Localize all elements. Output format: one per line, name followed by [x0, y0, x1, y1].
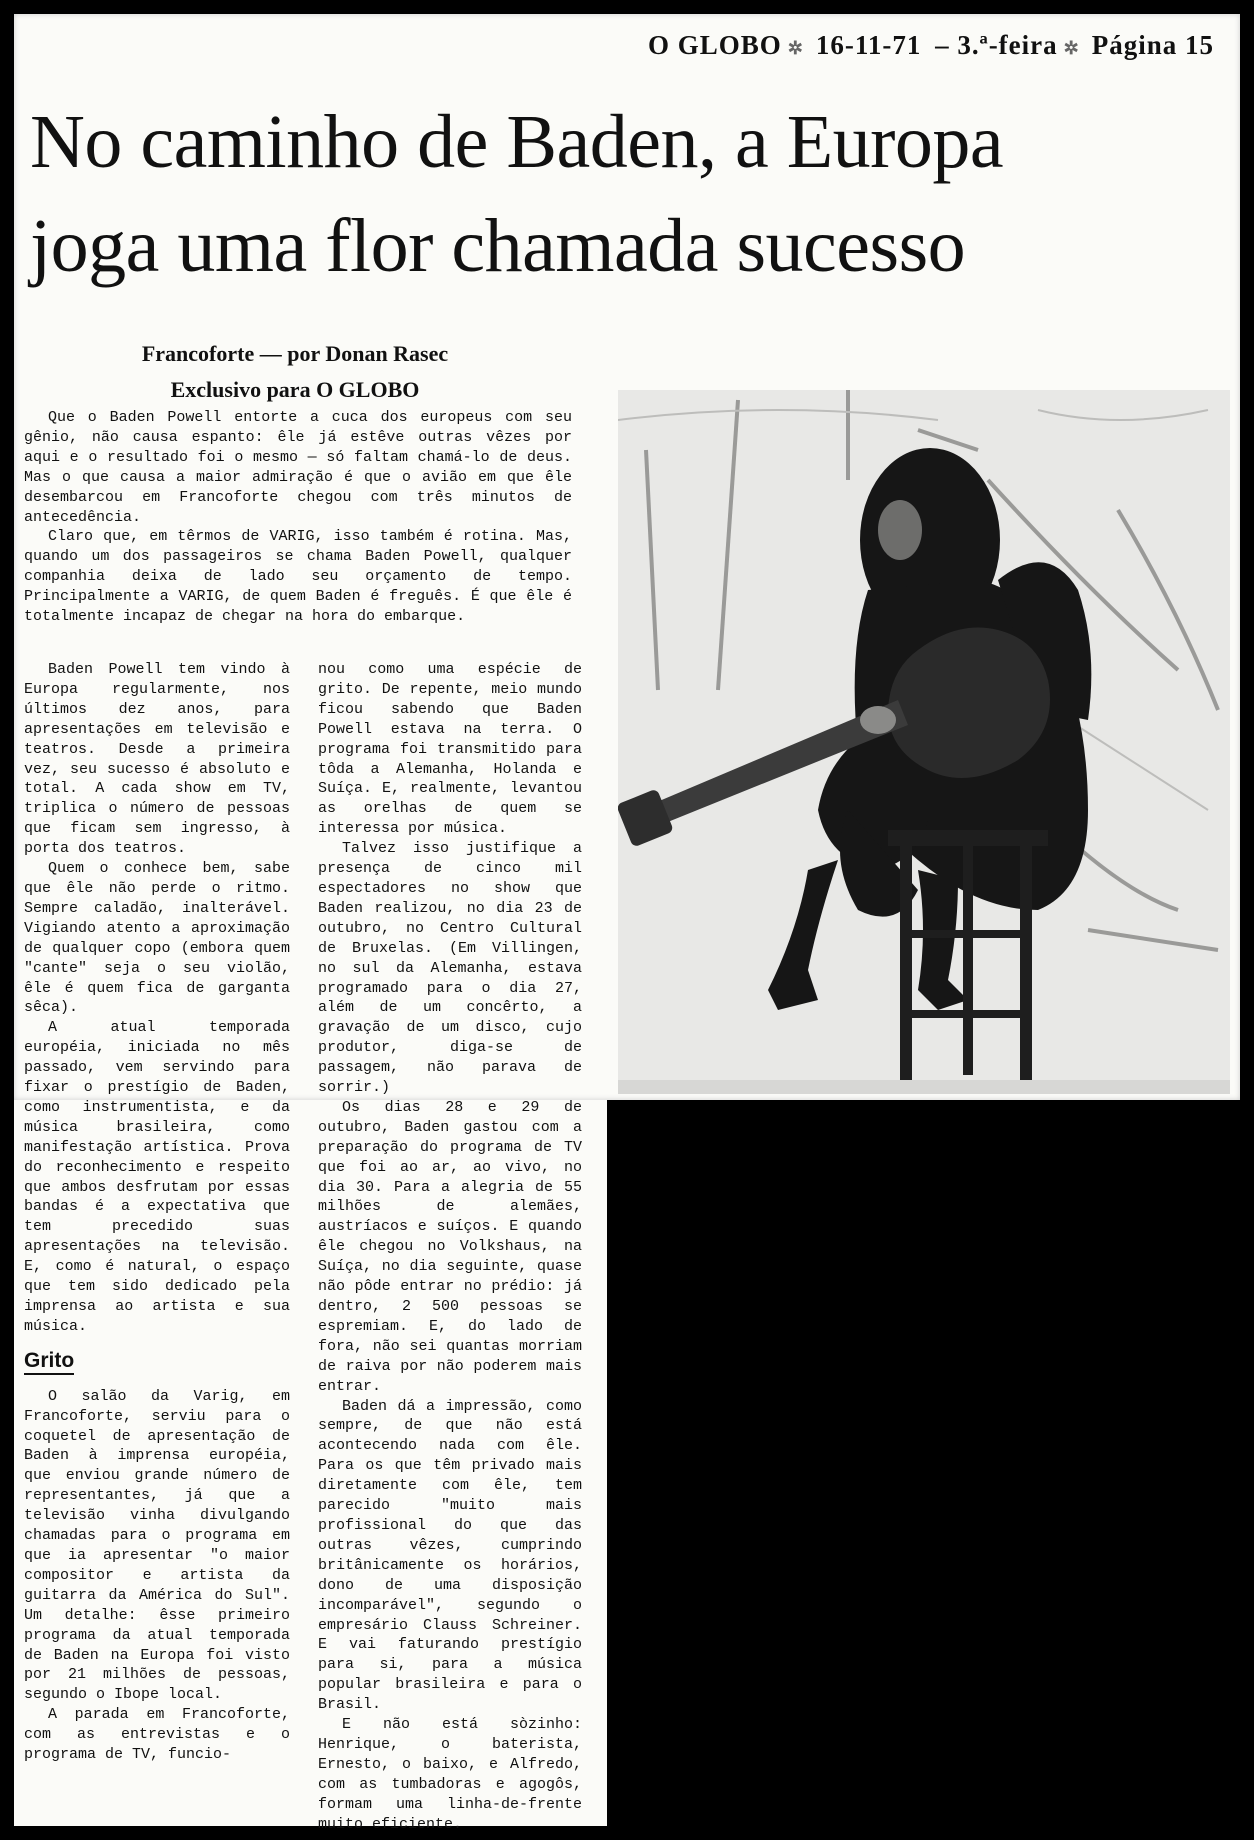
intro-paragraph: Claro que, em têrmos de VARIG, isso também é rotina. Mas, quando um dos passageiros se chama Baden Powell, qualquer companhia deixa de lado seu orçamento de tempo. Principalmente a VARIG, de quem Baden é freguês. É que êle é totalmente incapaz de chegar na hora do embarque.	[24, 528, 572, 626]
column-paragraph: nou como uma espécie de grito. De repente, meio mundo ficou sabendo que Baden Powell estava na terra. O programa foi transmitido para tôda a Alemanha, Holanda e Suíça. E, realmente, levantou as orelhas de quem se interessa por música.	[318, 661, 582, 838]
byline-author: Francoforte — por Donan Rasec	[141, 341, 449, 366]
star-ornament-icon: ✲	[787, 38, 804, 58]
article-headline	[30, 90, 1220, 298]
column-paragraph: A parada em Francoforte, com as entrevistas e o programa de TV, funcio-	[24, 1706, 290, 1764]
column-paragraph: Baden Powell tem vindo à Europa regularmente, nos últimos dez anos, para apresentações em televisão e teatros. Desde a primeira vez, seu sucesso é absoluto e total. A cada show em TV, triplica o número de pessoas que ficam sem ingresso, à porta dos teatros.	[24, 661, 290, 858]
guitarist-photo	[618, 390, 1230, 1094]
column-paragraph: Os dias 28 e 29 de outubro, Baden gastou com a preparação do programa de TV que foi ao ar, ao vivo, no dia 30. Para a alegria de 55 milhões de alemães, austríacos e suíços. E quando êle chegou no Volkshaus, na Suíça, no dia seguinte, quase não pôde entrar no prédio: já dentro, 2 500 pessoas se espremiam. E, do lado de fora, não sei quantas morriam de raiva por não poderem mais entrar.	[318, 1098, 582, 1395]
intro-paragraph: Que o Baden Powell entorte a cuca dos europeus com seu gênio, não causa espanto: êle já estêve outras vêzes por aqui e o resultado foi o mesmo — só faltam chamá-lo de deus. Mas o que causa a maior admiração é que o avião em que êle desembarcou em Francoforte chegou com três minutos de antecedência.	[24, 409, 572, 526]
article-byline	[60, 336, 530, 408]
star-ornament-icon: ✲	[1063, 38, 1080, 58]
column-paragraph: Talvez isso justifique a presença de cinco mil espectadores no show que Baden realizou, no dia 23 de outubro, no Centro Cultural de Bruxelas. (Em Villingen, no sul da Alemanha, estava programado para o dia 27, além de um concêrto, a gravação de um disco, cujo produtor, diga-se de passagem, não parava de sorrir.)	[318, 840, 582, 1097]
section-subhead: Grito	[24, 1351, 74, 1375]
page-masthead	[642, 30, 1214, 61]
article-column-2	[318, 660, 582, 1834]
column-paragraph: Baden dá a impressão, como sempre, de que não está acontecendo nada com êle. Para os que têm privado mais diretamente com êle, tem parecido "muito mais profissional do que das outras vêzes, cumprindo britânicamente os horários, dono de uma disposição incomparável", segundo o empresário Clauss Schreiner. E vai faturando prestígio para si, para a música popular brasileira e para o Brasil.	[318, 1397, 582, 1714]
headline-line-2: joga uma flor chamada sucesso	[30, 204, 966, 288]
column-paragraph: A atual temporada européia, iniciada no mês passado, vem servindo para fixar o prestígio de Baden, como instrumentista, e da música brasileira, como manifestação artística. Prova do reconhecimento e respeito que ambos desfrutam por essas bandas é a expectativa que tem precedido suas apresentações na televisão. E, como é natural, o espaço que tem sido dedicado pela imprensa ao artista e sua música.	[24, 1019, 290, 1335]
masthead-weekday: – 3.ª-feira	[935, 30, 1058, 60]
masthead-page: Página 15	[1091, 30, 1214, 60]
article-intro	[24, 408, 572, 627]
column-paragraph: Quem o conhece bem, sabe que êle não perde o ritmo. Sempre caladão, inalterável. Vigiando atento a aproximação de qualquer copo (embora quem "cante" seja o seu violão, êle é quem fica de garganta sêca).	[24, 860, 290, 1017]
masthead-date: 16-11-71	[815, 30, 922, 60]
headline-line-1: No caminho de Baden, a Europa	[30, 100, 1004, 184]
masthead-paper: O GLOBO	[647, 30, 782, 60]
column-paragraph: O salão da Varig, em Francoforte, serviu para o coquetel de apresentação de Baden à imprensa européia, que enviou grande número de representantes, já que a televisão vinha divulgando chamadas para o programa em que ia apresentar "o maior compositor e artista da guitarra da América do Sul". Um detalhe: êsse primeiro programa da atual temporada de Baden na Europa foi visto por 21 milhões de pessoas, segundo o Ibope local.	[24, 1387, 290, 1704]
article-column-1	[24, 660, 290, 1765]
byline-exclusive: Exclusivo para O GLOBO	[170, 377, 420, 402]
column-paragraph: E não está sòzinho: Henrique, o baterista, Ernesto, o baixo, e Alfredo, com as tumbadoras e agogôs, formam uma linha-de-frente muito eficiente.	[318, 1716, 582, 1833]
